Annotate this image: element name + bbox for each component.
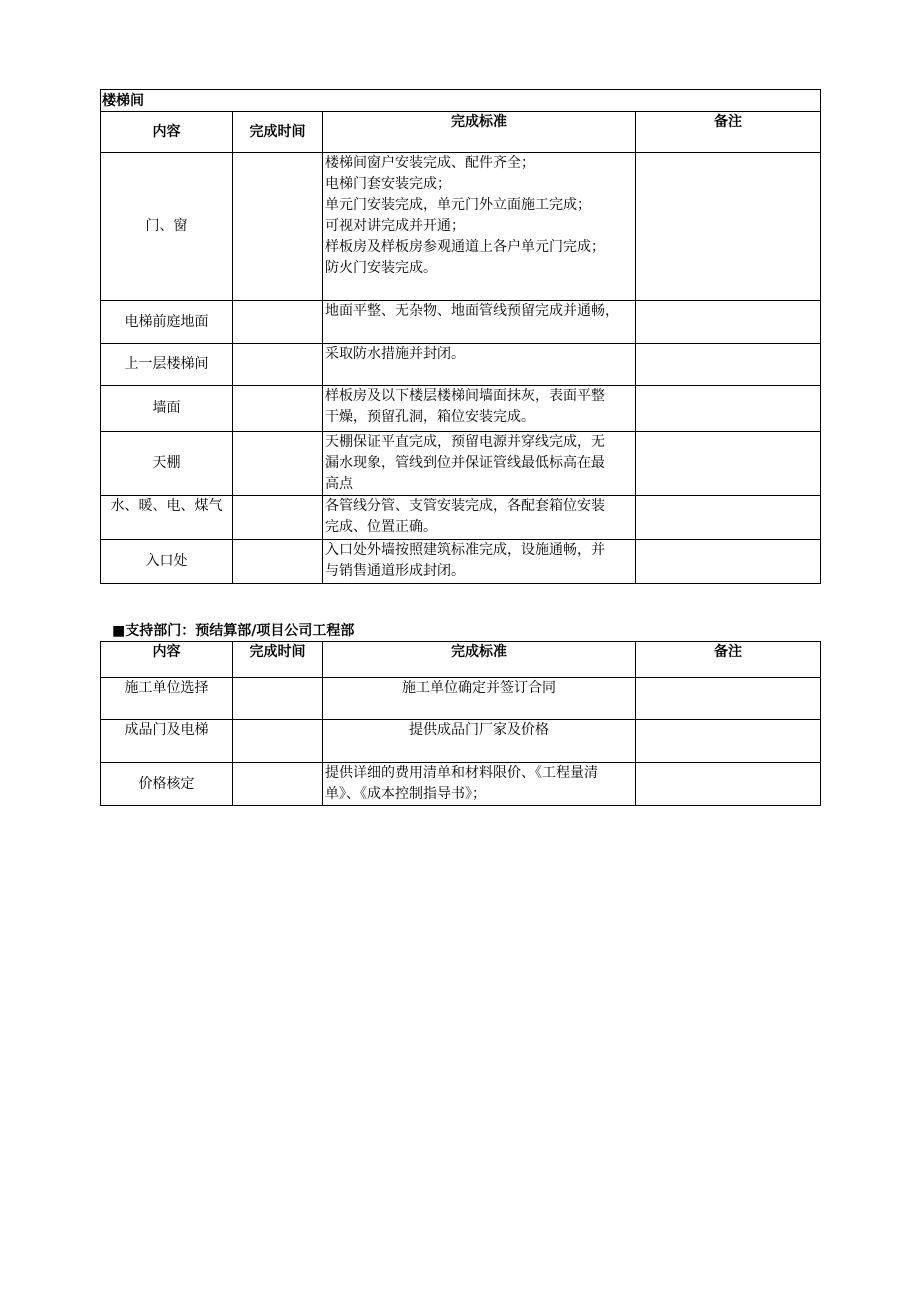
row-standard: 提供详细的费用清单和材料限价、《工程量清 单》、《成本控制指导书》；: [323, 763, 636, 806]
row-note: [636, 344, 821, 386]
row-note: [636, 386, 821, 432]
table-row: [101, 540, 821, 584]
row-standard: 提供成品门厂家及价格: [323, 720, 636, 763]
row-note: [636, 763, 821, 806]
header-content: 内容: [101, 642, 233, 678]
table-row: [101, 301, 821, 344]
table-row: [101, 763, 821, 806]
row-time: [233, 540, 323, 584]
row-time: [233, 720, 323, 763]
header-standard: 完成标准: [323, 112, 636, 153]
header-content: 内容: [101, 112, 233, 153]
row-content: 电梯前庭地面: [101, 301, 233, 344]
header-standard: 完成标准: [323, 642, 636, 678]
row-content: 成品门及电梯: [101, 720, 233, 763]
row-time: [233, 432, 323, 496]
support-dept-table: [100, 641, 821, 806]
row-standard: 各管线分管、支管安装完成，各配套箱位安装 完成、位置正确。: [323, 496, 636, 540]
header-note: 备注: [636, 112, 821, 153]
table-row: [101, 344, 821, 386]
table-row: [101, 720, 821, 763]
row-content: 天棚: [101, 432, 233, 496]
row-note: [636, 301, 821, 344]
row-note: [636, 540, 821, 584]
row-time: [233, 678, 323, 720]
row-time: [233, 344, 323, 386]
row-note: [636, 432, 821, 496]
row-note: [636, 153, 821, 301]
row-content: 价格核定: [101, 763, 233, 806]
row-standard: 入口处外墙按照建筑标准完成，设施通畅，并 与销售通道形成封闭。: [323, 540, 636, 584]
header-note: 备注: [636, 642, 821, 678]
table-row: [101, 432, 821, 496]
table-row: [101, 496, 821, 540]
row-standard: 天棚保证平直完成，预留电源并穿线完成，无 漏水现象，管线到位并保证管线最低标高在最 高点: [323, 432, 636, 496]
row-standard: 施工单位确定并签订合同: [323, 678, 636, 720]
row-note: [636, 678, 821, 720]
row-content: 上一层楼梯间: [101, 344, 233, 386]
header-time: 完成时间: [233, 112, 323, 153]
row-standard: 地面平整、无杂物、地面管线预留完成并通畅，: [323, 301, 636, 344]
row-time: [233, 763, 323, 806]
table-row: [101, 678, 821, 720]
row-standard: 楼梯间窗户安装完成、配件齐全； 电梯门套安装完成； 单元门安装完成，单元门外立面施工完成； 可视对讲完成并开通； 样板房及样板房参观通道上各户单元门完成； 防火门安装完成。: [323, 153, 636, 301]
row-note: [636, 720, 821, 763]
square-bullet-icon: ■: [112, 623, 126, 639]
row-content: 水、暖、电、煤气: [101, 496, 233, 540]
row-content: 墙面: [101, 386, 233, 432]
table-row: [101, 153, 821, 301]
row-content: 门、窗: [101, 153, 233, 301]
row-note: [636, 496, 821, 540]
table-row: [101, 386, 821, 432]
row-content: 施工单位选择: [101, 678, 233, 720]
row-standard: 采取防水措施并封闭。: [323, 344, 636, 386]
row-time: [233, 496, 323, 540]
row-time: [233, 153, 323, 301]
row-content: 入口处: [101, 540, 233, 584]
row-time: [233, 301, 323, 344]
row-standard: 样板房及以下楼层楼梯间墙面抹灰，表面平整 干燥，预留孔洞，箱位安装完成。: [323, 386, 636, 432]
section2-label-text: 支持部门：预结算部/项目公司工程部: [125, 623, 355, 639]
section-title: 楼梯间: [101, 90, 821, 112]
section2-heading: [112, 622, 354, 640]
stairwell-table: [100, 89, 821, 584]
header-time: 完成时间: [233, 642, 323, 678]
row-time: [233, 386, 323, 432]
